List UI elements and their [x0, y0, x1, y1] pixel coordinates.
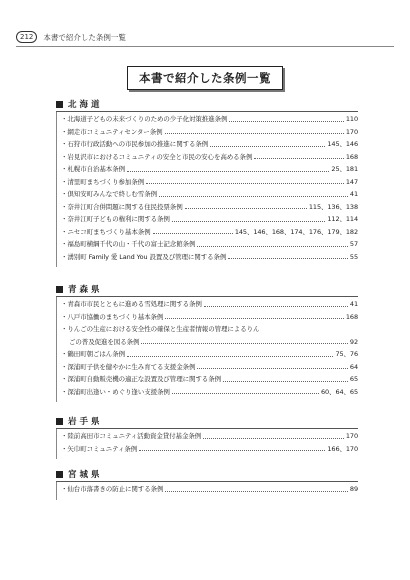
section-heading — [56, 415, 358, 427]
dot-leader — [204, 306, 348, 307]
ordinance-title: ・奈井江町合併問題に関する住民投票条例 — [61, 202, 183, 211]
page-reference: 168 — [345, 152, 358, 161]
page-reference: 112、114 — [327, 215, 358, 223]
ordinance-entry — [61, 374, 358, 387]
page-reference: 89 — [349, 485, 358, 493]
dot-leader — [139, 450, 325, 451]
ordinance-title: ・深浦町出逢い・めぐり逢い支援条例 — [61, 387, 170, 396]
entry-list — [56, 429, 358, 459]
ordinance-title: ごの普及促進を図る条例 — [69, 337, 140, 346]
ordinance-entry — [61, 362, 358, 375]
ordinance-entry — [61, 312, 358, 325]
ordinance-title: ・深浦町子供を健やかに生み育てる支援金条例 — [61, 362, 196, 371]
square-bullet-icon — [56, 418, 63, 425]
section-aomori — [56, 283, 358, 402]
page-reference: 110 — [345, 115, 358, 123]
ordinance-title: ・八戸市協働のまちづくり基本条例 — [61, 312, 164, 321]
section-name: 青森県 — [68, 285, 103, 295]
ordinance-title: ・石狩市行政活動への市民参加の推進に関する条例 — [61, 140, 209, 148]
page-number: 212 — [16, 31, 37, 43]
ordinance-title: ・倶知安町みんなで終しむ雪条例 — [61, 190, 158, 198]
square-bullet-icon — [56, 471, 63, 478]
ordinance-entry — [61, 252, 358, 265]
page-title: 本書で紹介した条例一覧 — [127, 66, 283, 90]
ordinance-entry — [61, 324, 358, 337]
ordinance-entry — [61, 177, 358, 190]
ordinance-title: ・青森市市民とともに進める雪処理に関する条例 — [61, 300, 202, 308]
ordinance-title: ・矢巾町コミュニティ条例 — [61, 444, 138, 453]
section-name: 北海道 — [68, 100, 103, 110]
page-reference: 65 — [349, 375, 358, 383]
ordinance-entry — [61, 189, 358, 202]
page-reference: 60、64、65 — [320, 387, 358, 396]
ordinance-title: ・ニセコ町まちづくり基本条例 — [61, 227, 151, 236]
ordinance-title: ・福島町横綱千代の山・千代の富士記念館条例 — [61, 240, 196, 248]
page-reference: 147 — [345, 177, 358, 186]
ordinance-entry — [61, 202, 358, 215]
dot-leader — [223, 381, 348, 382]
ordinance-entry — [61, 337, 358, 350]
page-reference: 166、170 — [327, 444, 358, 453]
ordinance-title: ・奈井江町子どもの権利に関する条例 — [61, 215, 170, 223]
page-reference: 168 — [345, 312, 358, 321]
dot-leader — [229, 121, 343, 122]
section-iwate — [56, 415, 358, 459]
square-bullet-icon — [56, 286, 63, 293]
ordinance-entry — [61, 164, 358, 177]
section-name: 岩手県 — [68, 417, 103, 427]
page-reference: 145、146 — [327, 140, 358, 148]
page-reference: 115、136、138 — [308, 202, 358, 211]
dot-leader — [141, 343, 348, 344]
ordinance-entry — [61, 299, 358, 312]
ordinance-title: ・岩見沢市におけるコミュニティの安全と市民の安心を高める条例 — [61, 152, 253, 161]
dot-leader — [165, 491, 348, 492]
ordinance-entry — [61, 349, 358, 362]
page-reference: 75、76 — [335, 350, 358, 358]
ordinance-title: ・清里町まちづくり参加条例 — [61, 177, 145, 186]
ordinance-title: ・鶴田町朝ごはん条例 — [61, 350, 126, 358]
ordinance-title: ・湧別町 Family 愛 Land You 設置及び管理に関する条例 — [61, 252, 227, 261]
ordinance-title: ・陸前高田市コミュニティ活動資金貸付基金条例 — [61, 432, 202, 440]
ordinance-entry — [61, 239, 358, 252]
ordinance-entry — [61, 387, 358, 400]
dot-leader — [210, 146, 325, 147]
section-heading — [56, 283, 358, 295]
section-heading — [56, 98, 358, 110]
section-miyagi — [56, 468, 358, 500]
page-reference: 57 — [349, 240, 358, 248]
dot-leader — [172, 393, 319, 394]
square-bullet-icon — [56, 101, 63, 108]
ordinance-entry — [61, 431, 358, 444]
page-reference: 55 — [349, 252, 358, 261]
section-heading — [56, 468, 358, 480]
ordinance-title: ・りんごの生産における安全性の確保と生産者情報の管理によるりん — [61, 325, 260, 333]
dot-leader — [203, 438, 344, 439]
header-rule — [16, 46, 394, 47]
ordinance-entry — [61, 484, 358, 497]
running-title: 本書で紹介した条例一覧 — [43, 32, 126, 42]
entry-list — [56, 297, 358, 402]
ordinance-entry — [61, 114, 358, 127]
page-reference: 64 — [349, 362, 358, 371]
dot-leader — [228, 258, 348, 259]
dot-leader — [254, 158, 344, 159]
page-reference: 41 — [349, 300, 358, 308]
dot-leader — [165, 133, 344, 134]
dot-leader — [172, 221, 326, 222]
page-reference: 145、146、168、174、176、179、182 — [234, 227, 358, 236]
page-reference: 25、181 — [331, 165, 358, 173]
ordinance-title: ・北海道子どもの未来づくりのための少子化対策推進条例 — [61, 115, 228, 123]
section-hokkaido — [56, 98, 358, 267]
entry-list — [56, 112, 358, 267]
dot-leader — [197, 368, 348, 369]
page-reference: 41 — [349, 190, 358, 198]
dot-leader — [159, 196, 348, 197]
ordinance-entry — [61, 214, 358, 227]
dot-leader — [127, 356, 333, 357]
section-name: 宮城県 — [68, 470, 103, 480]
dot-leader — [153, 233, 233, 234]
page-reference: 170 — [345, 432, 358, 440]
ordinance-entry — [61, 127, 358, 140]
ordinance-title: ・深浦町自動販売機の適正な設置及び管理に関する条例 — [61, 375, 222, 383]
entry-list — [56, 482, 358, 500]
dot-leader — [197, 246, 348, 247]
dot-leader — [165, 318, 344, 319]
running-header — [16, 30, 394, 44]
ordinance-title: ・仙台市落書きの防止に関する条例 — [61, 485, 164, 493]
page-reference: 170 — [345, 127, 358, 136]
ordinance-entry — [61, 444, 358, 457]
ordinance-title: ・網走市コミュニティセンター条例 — [61, 127, 163, 136]
ordinance-entry — [61, 139, 358, 152]
dot-leader — [146, 183, 344, 184]
ordinance-entry — [61, 152, 358, 165]
page-reference: 92 — [349, 337, 358, 346]
ordinance-entry — [61, 227, 358, 240]
dot-leader — [185, 208, 307, 209]
dot-leader — [127, 171, 329, 172]
ordinance-title: ・札幌市自治基本条例 — [61, 165, 126, 173]
